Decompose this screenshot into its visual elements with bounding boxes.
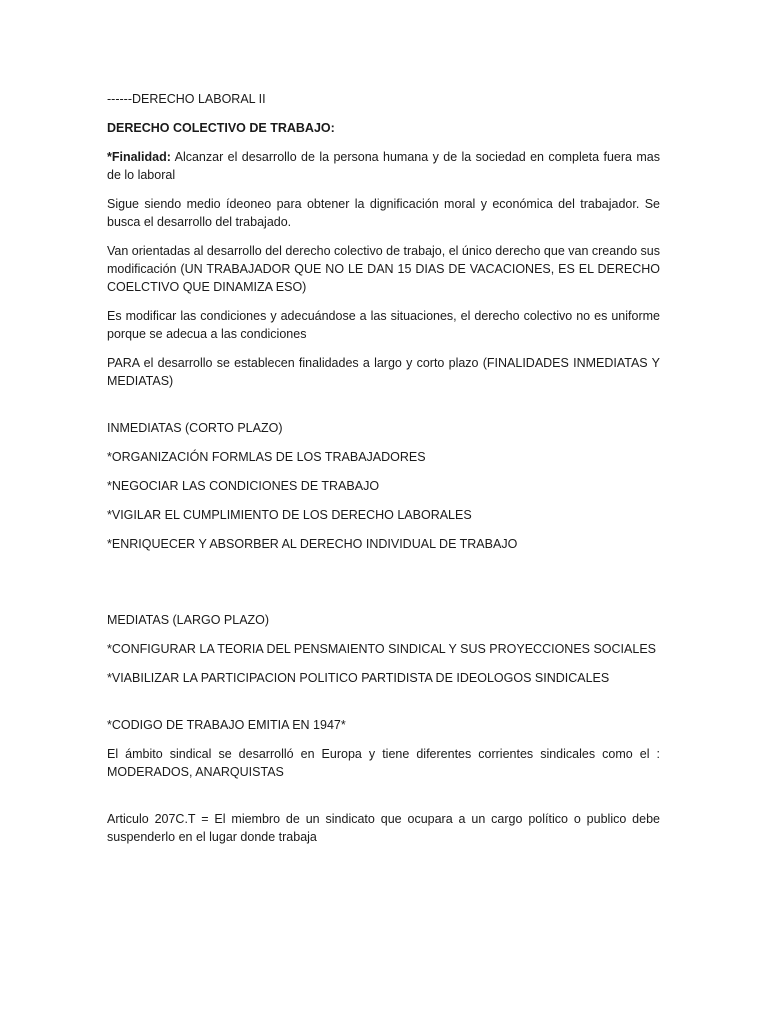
inmediatas-item: *NEGOCIAR LAS CONDICIONES DE TRABAJO [107,479,380,493]
document-header: ------DERECHO LABORAL II [107,92,266,106]
inmediatas-item: *ENRIQUECER Y ABSORBER AL DERECHO INDIVIDUAL DE TRABAJO [107,537,518,551]
paragraph-5: El ámbito sindical se desarrolló en Europa y tiene diferentes corrientes sindicales como el : MODERADOS, ANARQUISTAS [107,747,660,779]
mediatas-item: *CONFIGURAR LA TEORIA DEL PENSMAIENTO SINDICAL Y SUS PROYECCIONES SOCIALES [107,642,656,656]
paragraph-3: Es modificar las condiciones y adecuándose a las situaciones, el derecho colectivo no es uniforme porque se adecua a las condiciones [107,309,660,341]
inmediatas-item: *VIGILAR EL CUMPLIMIENTO DE LOS DERECHO LABORALES [107,508,472,522]
paragraph-6: Articulo 207C.T = El miembro de un sindicato que ocupara a un cargo político o publico debe suspenderlo en el lugar donde trabaja [107,812,660,844]
mediatas-title: MEDIATAS (LARGO PLAZO) [107,613,270,627]
inmediatas-title: INMEDIATAS (CORTO PLAZO) [107,421,283,435]
section-title: DERECHO COLECTIVO DE TRABAJO: [107,121,335,135]
finalidad-paragraph [107,148,660,184]
inmediatas-item: *ORGANIZACIÓN FORMLAS DE LOS TRABAJADORES [107,450,426,464]
finalidad-label: *Finalidad: [107,150,171,164]
document-page [107,90,660,846]
mediatas-item: *VIABILIZAR LA PARTICIPACION POLITICO PARTIDISTA DE IDEOLOGOS SINDICALES [107,671,610,685]
finalidad-text: Alcanzar el desarrollo de la persona humana y de la sociedad en completa fuera mas de lo laboral [107,150,660,182]
paragraph-1: Sigue siendo medio ídeoneo para obtener la dignificación moral y económica del trabajador. Se busca el desarrollo del trabajado. [107,197,660,229]
paragraph-2: Van orientadas al desarrollo del derecho colectivo de trabajo, el único derecho que van creando sus modificación (UN TRABAJADOR QUE NO LE DAN 15 DIAS DE VACACIONES, ES EL DERECHO COELCTIVO QUE DINAMIZA ESO) [107,244,660,294]
paragraph-4: PARA el desarrollo se establecen finalidades a largo y corto plazo (FINALIDADES INMEDIATAS Y MEDIATAS) [107,356,660,388]
codigo-line: *CODIGO DE TRABAJO EMITIA EN 1947* [107,718,346,732]
